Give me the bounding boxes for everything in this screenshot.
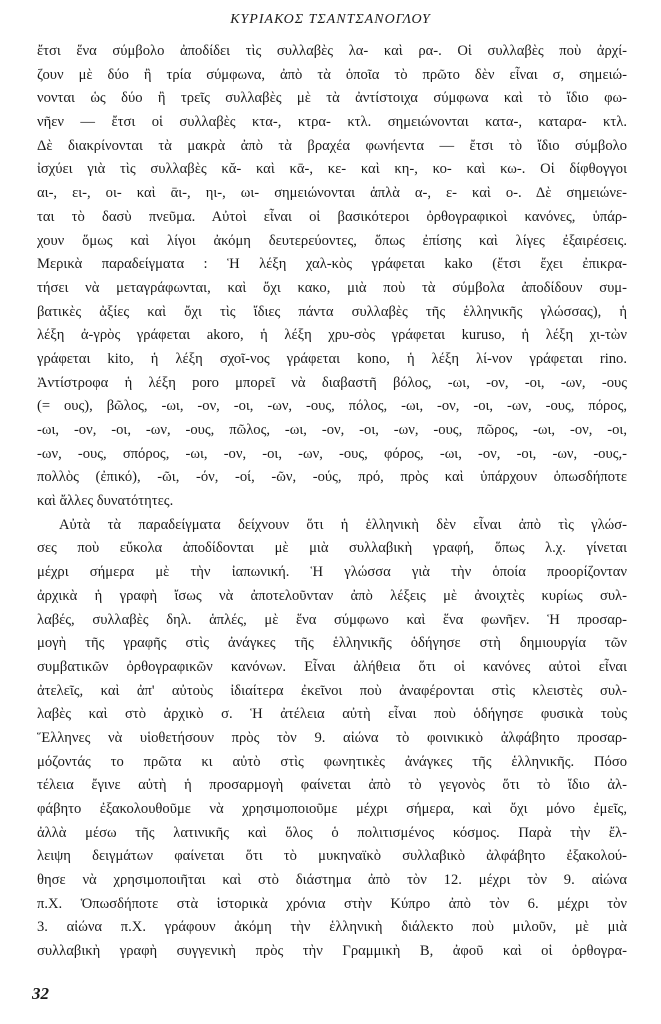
text-line: καὶ ἄλλες δυνατότητες. (37, 493, 174, 510)
text-line: φάβητο ἐξακολουθοῦμε νὰ χρησιμοποιοῦμε μέχρι σήμερα, καὶ ὄχι μόνο ἐμεῖς, (37, 801, 627, 817)
text-line: ζουν μὲ δύο ἢ τρία σύμφωνα, ἀπὸ τὰ ὁποῖα τὸ πρῶτο δὲν εἶναι σ, σημειώ- (37, 66, 627, 83)
text-line: ἔτσι ἕνα σύμβολο ἀποδίδει τὶς συλλαβὲς λα- καὶ ρα-. Οἱ συλλαβὲς ποὺ ἀρχί- (37, 43, 627, 59)
page-number: 32 (32, 984, 49, 1003)
text-line: Αὐτὰ τὰ παραδείγματα δείχνουν ὅτι ἡ ἑλληνικὴ δὲν εἶναι ἀπὸ τὶς γλώσ- (59, 516, 627, 533)
text-line: Ἀντίστροφα ἡ λέξη poro μπορεῖ νὰ διαβαστῆ βόλος, -ωι, -ον, -οι, -ων, -ους (37, 374, 627, 391)
text-line: λαβές, συλλαβὲς δηλ. ἁπλές, μὲ ἕνα σύμφωνο καὶ ἕνα φωνῆεν. Ἡ προσαρ- (37, 611, 627, 628)
text-line: λαβὲς καὶ στὸ ἀρχικὸ σ. Ἡ ἀτέλεια αὐτὴ εἶναι ποὺ ὁδήγησε φυσικὰ τοὺς (37, 706, 627, 723)
paragraph (37, 40, 627, 514)
text-line: Μερικὰ παραδείγματα : Ἡ λέξη χαλ-κὸς γράφεται kako (ἔτσι ἔχει ἐπικρα- (37, 256, 627, 273)
text-line: συμβατικῶν ὀρθογραφικῶν κανόνων. Εἶναι ἀλήθεια ὅτι οἱ κανόνες αὐτοὶ εἶναι (37, 658, 627, 675)
text-line: βατικὲς ἀξίες καὶ ὄχι τὶς ἴδιες πάντα συλλαβὲς τῆς ἑλληνικῆς γλώσσας), ἡ (37, 303, 627, 320)
text-line: χουν ὅμως καὶ λίγοι ἀκόμη δευτερεύοντες, ὅπως ἐπίσης καὶ λίγες ἐξαιρέσεις. (37, 232, 627, 249)
text-line: μέχρι σήμερα μὲ τὴν ἰαπωνική. Ἡ γλώσσα γιὰ τὴν ὁποία προορίζονταν (37, 564, 627, 581)
running-header: ΚΥΡΙΑΚΟΣ ΤΣΑΝΤΣΑΝΟΓΛΟΥ (230, 12, 431, 27)
text-line: (= ους), βῶλος, -ωι, -ον, -οι, -ων, -ους, πόλος, -ωι, -ον, -οι, -ων, -ους, πόρος, (37, 398, 627, 415)
text-line: γράφεται kito, ἡ λέξη σχοῖ-νος γράφεται kono, ἡ λέξη λί-νον γράφεται rino. (37, 350, 627, 367)
text-line: σες ποὺ εὔκολα ἀποδίδονται μὲ μιὰ συλλαβικὴ γραφή, ὅπως λ.χ. γίνεται (37, 540, 627, 557)
text-line: μογὴ τῆς γραφῆς στὶς ἀνάγκες τῆς ἑλληνικῆς ὁδήγησε στὴ δημιουργία τῶν (37, 635, 627, 652)
text-line: νῆεν — ἔτσι οἱ συλλαβὲς κτα-, κτρα- κτλ. σημειώνονται κατα-, καταρα- κτλ. (37, 114, 627, 131)
text-line: Δὲ διακρίνονται τὰ μακρὰ ἀπὸ τὰ βραχέα φωνήεντα — ἔτσι τὸ ἴδιο σύμβολο (37, 137, 627, 154)
text-line: ἰσχύει γιὰ τὶς συλλαβὲς κᾰ- καὶ κᾱ-, κε- καὶ κη-, κο- καὶ κω-. Οἱ δίφθογγοι (37, 161, 627, 178)
text-line: αι-, ει-, οι- καὶ ᾱι-, ηι-, ωι- σημειώνονται ἁπλὰ α-, ε- καὶ ο-. Δὲ σημειώνε- (37, 185, 627, 202)
text-line: λειψη δειγμάτων φαίνεται ὅτι τὸ μυκηναϊκὸ συλλαβικὸ ἀλφάβητο ἐξακολού- (37, 848, 627, 865)
text-line: ἀλλὰ μέσω τῆς λατινικῆς καὶ ὅλος ὁ πολιτισμένος κόσμος. Παρὰ τὴν ἔλ- (37, 824, 627, 841)
text-line: τέλεια ἔγινε αὐτὴ ἡ προσαρμογὴ φαίνεται ἀπὸ τὸ γεγονὸς ὅτι τὸ ἴδιο ἀλ- (37, 777, 627, 794)
text-line: -ωι, -ον, -οι, -ων, -ους, πῶλος, -ωι, -ον, -οι, -ων, -ους, πῶρος, -ωι, -ον, -οι, (37, 422, 627, 438)
text-line: θησε νὰ χρησιμοποιῆται καὶ στὸ διάστημα ἀπὸ τὸν 12. μέχρι τὸν 9. αἰώνα (37, 872, 627, 889)
text-line: πολλὸς (ἐπικό), -ῶι, -όν, -οί, -ῶν, -ούς, πρό, πρὸς καὶ ὑπάρχουν ὁπωσδήποτε (37, 469, 627, 486)
text-line: ἀρχικὰ ἡ γραφὴ ἴσως νὰ ἀποτελοῦνταν ἀπὸ λέξεις μὲ ἀνοιχτὲς κυρίως συλ- (37, 587, 627, 604)
text-line: π.Χ. Ὁπωσδήποτε στὰ ἱστορικὰ χρόνια στὴν Κύπρο ἀπὸ τὸν 6. μέχρι τὸν (37, 895, 627, 912)
body-text (37, 40, 627, 964)
text-line: Ἕλληνες νὰ υἱοθετήσουν πρὸς τὸν 9. αἰώνα τὸ φοινικικὸ ἀλφάβητο προσαρ- (37, 729, 627, 746)
text-line: ται τὸ δασὺ πνεῦμα. Αὐτοὶ εἶναι οἱ βασικότεροι ὀρθογραφικοὶ κανόνες, ὑπάρ- (37, 208, 627, 225)
text-line: -ων, -ους, σπόρος, -ωι, -ον, -οι, -ων, -ους, φόρος, -ωι, -ον, -οι, -ων, -ους,- (37, 445, 627, 462)
text-line: μόζοντάς το πρῶτα κι αὐτὸ στὶς φωνητικὲς ἀνάγκες τῆς ἑλληνικῆς. Πόσο (37, 753, 627, 770)
text-line: νονται ὡς δύο ἢ τρεῖς συλλαβὲς μὲ τὰ ἀντίστοιχα σύμφωνα καὶ τὸ ἴδιο φω- (37, 90, 627, 107)
text-line: τήσει νὰ μεταγράφωνται, καὶ ὄχι κακο, μιὰ ποὺ τὰ σύμβολα ἀποδίδουν συμ- (37, 279, 627, 296)
text-line: λέξη ἀ-γρὸς γράφεται akoro, ἡ λέξη χρυ-σὸς γράφεται kuruso, ἡ λέξη χι-τὼν (37, 327, 627, 344)
text-line: συλλαβικὴ γραφὴ συγγενικὴ πρὸς τὴν Γραμμικὴ Β, ἀφοῦ καὶ οἱ ὀρθογρα- (37, 943, 627, 960)
paragraph (37, 514, 627, 964)
text-line: ἀτελεῖς, καὶ ἀπ' αὐτοὺς ἰδιαίτερα ἐκεῖνοι ποὺ ἀναφέρονται στὶς κλειστὲς συλ- (37, 682, 627, 699)
text-line: 3. αἰώνα π.Χ. γράφουν ἀκόμη τὴν ἑλληνικὴ διάλεκτο ποὺ μιλοῦν, μὲ μιὰ (37, 919, 627, 936)
